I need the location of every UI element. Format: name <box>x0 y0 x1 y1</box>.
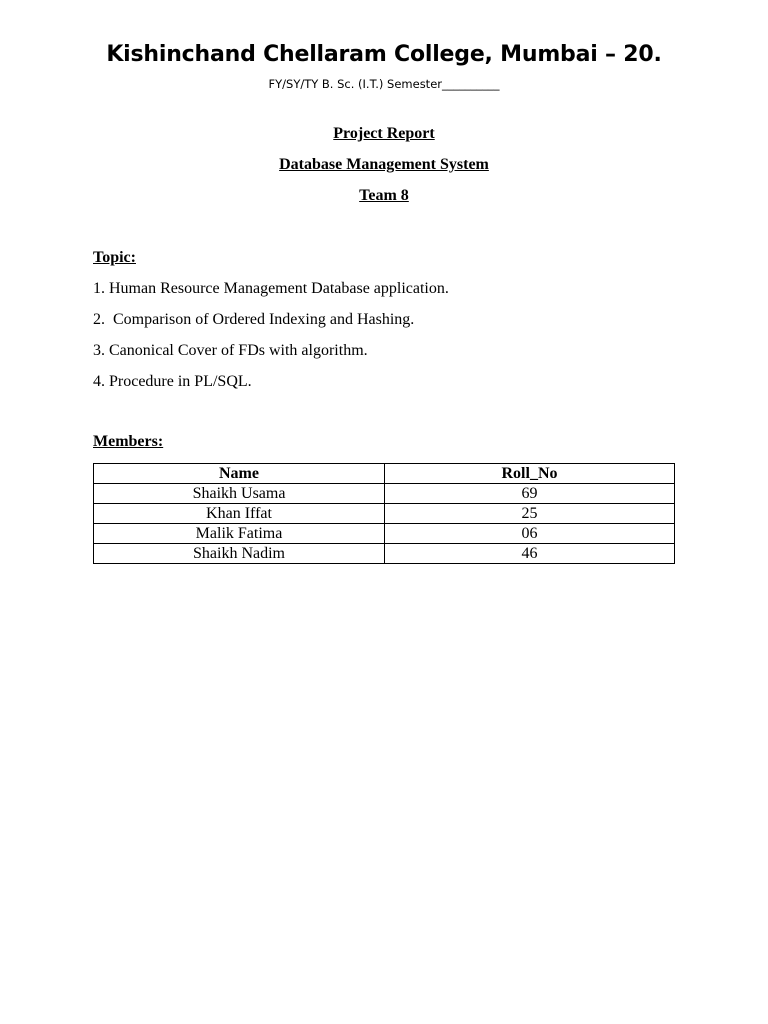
report-subject: Database Management System <box>279 156 489 173</box>
topic-heading: Topic: <box>93 249 136 266</box>
report-title: Project Report <box>333 125 435 142</box>
member-roll-no: 25 <box>385 504 675 524</box>
topic-item: 4. Procedure in PL/SQL. <box>93 373 252 390</box>
topic-item: 1. Human Resource Management Database application. <box>93 280 449 297</box>
semester-line: FY/SY/TY B. Sc. (I.T.) Semester__________ <box>268 77 500 91</box>
member-roll-no: 69 <box>385 484 675 504</box>
member-name: Khan Iffat <box>94 504 385 524</box>
table-row <box>94 484 675 504</box>
table-row <box>94 524 675 544</box>
members-heading: Members: <box>93 433 164 450</box>
member-roll-no: 06 <box>385 524 675 544</box>
table-header-row <box>94 464 675 484</box>
member-name: Shaikh Usama <box>94 484 385 504</box>
topic-item: 3. Canonical Cover of FDs with algorithm. <box>93 342 368 359</box>
member-roll-no: 46 <box>385 544 675 564</box>
topic-item: 2. Comparison of Ordered Indexing and Hashing. <box>93 311 415 328</box>
topic-list <box>93 279 449 403</box>
report-team: Team 8 <box>359 187 409 204</box>
table-row <box>94 504 675 524</box>
college-title: Kishinchand Chellaram College, Mumbai – 20. <box>106 42 662 67</box>
column-header-roll-no: Roll_No <box>385 464 675 484</box>
members-table <box>93 463 675 564</box>
column-header-name: Name <box>94 464 385 484</box>
member-name: Shaikh Nadim <box>94 544 385 564</box>
table-row <box>94 544 675 564</box>
member-name: Malik Fatima <box>94 524 385 544</box>
